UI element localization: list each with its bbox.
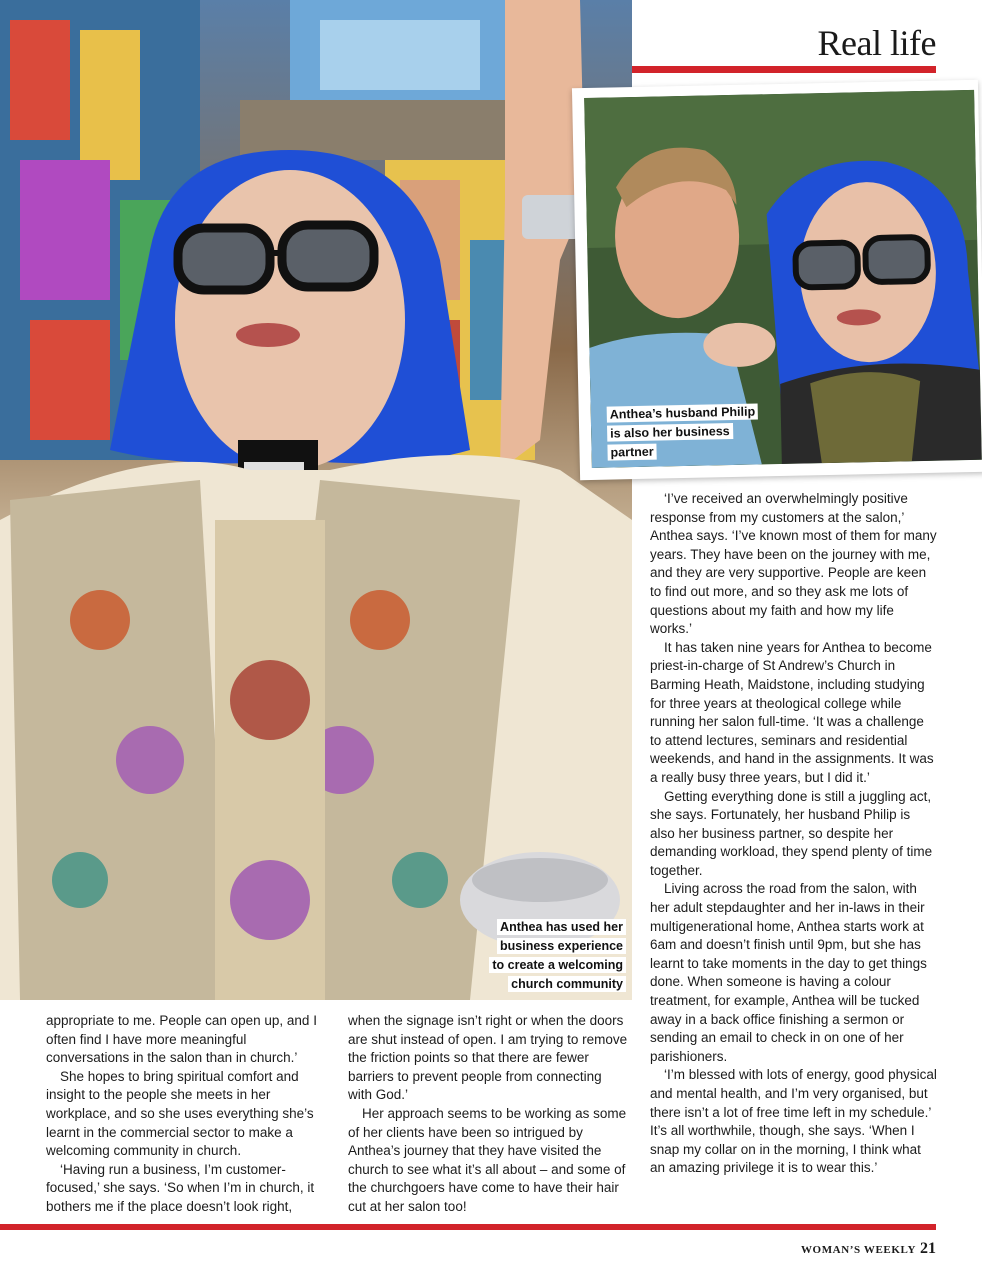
main-caption-text: Anthea has used her business experience to create a welcoming church community — [489, 919, 626, 992]
inset-caption-text: Anthea’s husband Philip is also her business partner — [607, 403, 759, 460]
page-number: 21 — [920, 1240, 936, 1257]
section-label: Real life — [817, 23, 936, 63]
paragraph: ‘I’ve received an overwhelmingly positive response from my customers at the salon,’ Anthea says. ‘I’ve known most of them for many years. They have been on the journey with me, and they are very supportive. People are keen to find out more, and so they ask me lots of questions about my faith and how my life works.’ — [650, 491, 937, 637]
paragraph: She hopes to bring spiritual comfort and insight to the people she meets in her workplace, and so she uses everything she’s learnt in the commercial sector to make a welcoming community in church. — [46, 1068, 314, 1159]
column-left — [46, 1012, 328, 1217]
paragraph: when the signage isn’t right or when the doors are shut instead of open. I am trying to remove the friction points so that there are fewer barriers to prevent people from connecting with God.’ — [348, 1013, 628, 1103]
paragraph: Her approach seems to be working as some of her clients have been so intrigued by Anthea’s journey that they have visited the church to see what it’s all about – and some of the churchgoers have come to have their hair cut at her salon too! — [348, 1105, 627, 1214]
paragraph: appropriate to me. People can open up, and I often find I have more meaningful conversations in the salon than in church.’ — [46, 1013, 317, 1066]
paragraph: ‘Having run a business, I’m customer-focused,’ she says. ‘So when I’m in church, it bothers me if the place doesn’t look right, — [46, 1161, 315, 1214]
main-photo-caption — [486, 918, 626, 994]
paragraph: It has taken nine years for Anthea to become priest-in-charge of St Andrew’s Church in Barming Heath, Maidstone, including studying for three years at theological college while running her salon full-time. ‘It was a challenge to attend lectures, seminars and residential weekends, and hand in the assignments. It was a really busy three years, but I did it.’ — [650, 639, 934, 785]
magazine-name: WOMAN’S WEEKLY — [800, 1244, 916, 1256]
paragraph: ‘I’m blessed with lots of energy, good physical and mental health, and I’m very organised, but there isn’t a lot of free time left in my schedule.’ It’s all worthwhile, though, she says. ‘When I snap my collar on in the morning, I think what an amazing privilege it is to wear this.’ — [650, 1067, 937, 1176]
footer-rule — [0, 1224, 936, 1230]
column-middle — [348, 1012, 628, 1217]
inset-photo-frame — [572, 80, 982, 480]
header-rule — [632, 66, 936, 73]
paragraph: Getting everything done is still a juggling act, she says. Fortunately, her husband Philip is also her business partner, so despite her demanding workload, they spend plenty of time together. — [650, 788, 933, 878]
paragraph: Living across the road from the salon, with her adult stepdaughter and her in-laws in their multigenerational home, Anthea starts work at 6am and doesn’t finish until 9pm, but she has learnt to take moments in the day to get things done. When someone is having a colour treatment, for example, Anthea will be tucked away in a back office finishing a sermon or sending an email to check in on one of her parishioners. — [650, 881, 927, 1064]
inset-caption — [607, 402, 758, 462]
folio — [801, 1240, 936, 1258]
column-right — [650, 490, 938, 1178]
